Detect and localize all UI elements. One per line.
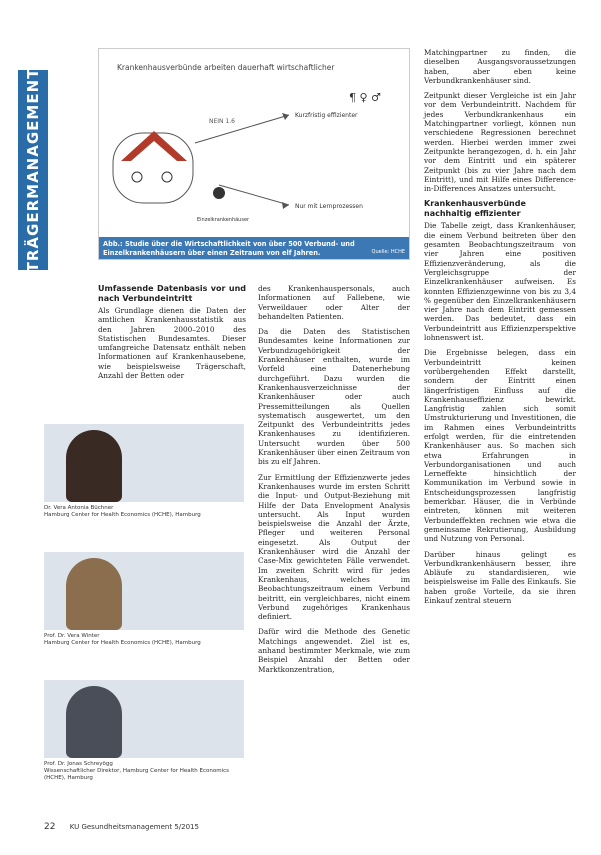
author-caption-2 [44, 633, 244, 647]
paragraph: Matchingpartner zu finden, die dieselben Ausgangsvoraussetzungen haben, aber eben keine Verbundkrankenhäuser sind. [424, 48, 576, 85]
heading-datenbasis: Umfassende Datenbasis vor und nach Verbundeintritt [98, 284, 246, 303]
author-name: Prof. Dr. Vera Winter [44, 633, 100, 639]
paragraph: Zeitpunkt dieser Vergleiche ist ein Jahr vor dem Verbundeintritt. Nachdem für jedes Verbundkrankenhaus ein Matchingpartner vorliegt, können nun verschiedene Regressionen berechnet werden. Hierbei werden immer zwei Zeitpunkte herangezogen, d. h. ein Jahr vor dem Eintritt und ein späterer Zeitpunkt (bis zu vier Jahre nach dem Eintritt), und mit Hilfe eines Difference-in-Differences Ansatzes untersucht. [424, 91, 576, 194]
author-caption-1 [44, 505, 244, 519]
lock-icon [213, 187, 225, 199]
column-4-text [424, 48, 576, 611]
left-group-label: Einzelkrankenhäuser [197, 217, 250, 223]
author-name: Prof. Dr. Jonas Schreyögg [44, 761, 113, 767]
box-bottom-label: Nur mit Lernprozessen [295, 203, 363, 210]
figure-diagram [99, 73, 409, 243]
journal-name: KU Gesundheitsmanagement 5/2015 [69, 823, 199, 831]
paragraph: Zur Ermittlung der Effizienzwerte jedes Krankenhauses wurde im ersten Schritt die Input- und Output-Beziehung mit Hilfe der Data Envelopment Analysis untersucht. Als Input wurden beispielsweise die Anzahl der Ärzte, Pfleger und weiteren Personal eingesetzt. Als Output der Krankenhäuser wird die Anzahl der Case-Mix gewichteten Fälle verwendet. Im zweiten Schritt wird für jedes Krankenhaus, welches im Beobachtungszeitraum einem Verbund beitritt, ein vergleichbares, nicht einem Verbund zugehöriges Krankenhaus definiert. [258, 472, 410, 622]
box-top-label: Kurzfristig effizienter [295, 112, 358, 119]
author-org: Hamburg Center for Health Economics (HCHE), Hamburg [44, 640, 201, 646]
arrow-label-top: NEIN 1.6 [209, 118, 235, 125]
author-org: Hamburg Center for Health Economics (HCHE), Hamburg [44, 512, 201, 518]
page-number: 22 [44, 822, 56, 832]
people-icons: ¶ ♀ ♂ [349, 91, 381, 104]
left-group-box [113, 133, 193, 203]
figure [98, 48, 410, 260]
portrait [66, 430, 122, 502]
author-photo-1 [44, 424, 244, 502]
page-footer [44, 822, 199, 832]
author-name: Dr. Vera Antonia Büchner [44, 505, 114, 511]
author-caption-3 [44, 761, 244, 782]
paragraph: Die Tabelle zeigt, dass Krankenhäuser, die einem Verbund beitreten über den gesamten Beobachtungszeitraum von vier Jahren eine positiven Effizienzveränderung, als die Vergleichsgruppe der Einzelkrankenhäuser aufweisen. Es konnten Effizienzgewinne von bis zu 3,4 % gegenüber den Einzelkrankenhäusern vier Jahre nach dem Eintritt gemessen werden. Das bedeutet, dass ein Verbundeintritt aus Effizienzperspektive lohnenswert ist. [424, 221, 576, 343]
paragraph: Da die Daten des Statistischen Bundesamtes keine Informationen zur Verbundzugehörigkeit der Krankenhäuser enthalten, wurde im Vorfeld eine Datenerhebung durchgeführt. Dazu wurden die Krankenhausverzeichnisse der Krankenhäuser oder auch Pressemitteilungen als Quellen systematisch ausgewertet, um den Zeitpunkt des Verbundeintritts jedes Krankenhauses zu identifizieren. Untersucht wurden über 500 Krankenhäuser über einen Zeitraum von bis zu elf Jahren. [258, 327, 410, 467]
portrait [66, 558, 122, 630]
column-3-text [258, 284, 410, 680]
section-tab [18, 67, 48, 273]
portrait [66, 686, 122, 758]
figure-source: Quelle: HCHE [371, 249, 405, 255]
paragraph: Als Grundlage dienen die Daten der amtlichen Krankenhausstatistik aus den Jahren 2000–2010 des Statistischen Bundesamtes. Dieser umfangreiche Datensatz enthält neben Informationen auf Krankenhausebene, wie beispielsweise Trägerschaft, Anzahl der Betten oder [98, 306, 246, 381]
column-2-text [98, 284, 246, 386]
figure-title: Krankenhausverbünde arbeiten dauerhaft wirtschaftlicher [117, 63, 335, 72]
author-photo-3 [44, 680, 244, 758]
paragraph: Dafür wird die Methode des Genetic Matchings angewendet. Ziel ist es, anhand bestimmter Merkmale, wie zum Beispiel Anzahl der Betten oder Marktkonzentration, [258, 627, 410, 674]
figure-caption-text: Abb.: Studie über die Wirtschaftlichkeit von über 500 Verbund- und Einzelkrankenhäusern über einen Zeitraum von elf Jahren. [103, 240, 355, 257]
arrowhead-icon [282, 202, 289, 209]
section-label: TRÄGERMANAGEMENT [24, 67, 42, 273]
heading-nachhaltig: Krankenhausverbünde nachhaltig effizienter [424, 199, 526, 219]
author-photo-2 [44, 552, 244, 630]
paragraph: des Krankenhauspersonals, auch Informationen auf Fallebene, wie Verweildauer oder Alter der behandelten Patienten. [258, 284, 410, 321]
figure-caption [99, 237, 409, 259]
author-org: Wissenschaftlicher Direktor, Hamburg Center for Health Economics (HCHE), Hamburg [44, 768, 230, 781]
paragraph: Die Ergebnisse belegen, dass ein Verbundeintritt keinen vorübergehenden Effekt darstellt, sondern der Eintritt einen längerfristigen Einfluss auf die Krankenhauseffizienz bewirkt. Langfristig zahlen sich somit Umstrukturierung und Investitionen, die im Rahmen eines Verbundeintritts erfolgt werden, für die eintretenden Krankenhäuser aus. So machen sich etwa Erfahrungen in Verbundorganisationen und auch Lerneffekte hinsichtlich der Kommunikation im Verbund sowie in Entscheidungsprozessen langfristig bemerkbar. Häuser, die in Verbünde eintreten, können mit weiteren Verbundeffekten rechnen wie etwa die gemeinsame Rekrutierung, Ausbildung und Nutzung von Personal. [424, 348, 576, 544]
paragraph: Darüber hinaus gelingt es Verbundkrankenhäusern besser, ihre Abläufe zu standardisieren, wie beispielsweise im Falle des Einkaufs. Sie haben große Vorteile, da sie ihren Einkauf zentral steuern [424, 549, 576, 606]
arrow-bottom [219, 185, 289, 205]
